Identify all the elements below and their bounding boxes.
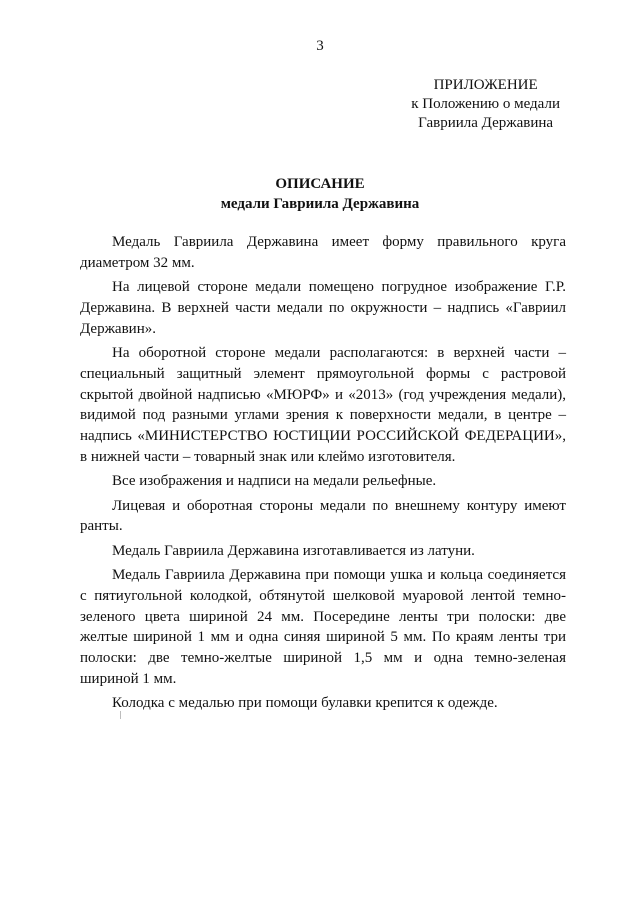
paragraph-shape: Медаль Гавриила Державина имеет форму правильного круга диаметром 32 мм.: [80, 234, 566, 271]
document-title: [0, 174, 640, 214]
appendix-medal-name: Гавриила Державина: [418, 115, 554, 131]
appendix-title: ПРИЛОЖЕНИЕ: [433, 77, 538, 93]
title-heading: ОПИСАНИЕ: [275, 176, 365, 192]
title-subheading: медали Гавриила Державина: [220, 196, 420, 212]
appendix-note: [411, 76, 560, 133]
scan-artifact: [120, 711, 121, 719]
paragraph-fastening: Колодка с медалью при помощи булавки крепится к одежде.: [112, 695, 498, 712]
paragraph-relief: Все изображения и надписи на медали рельефные.: [112, 473, 437, 490]
page-number: 3: [316, 38, 324, 54]
paragraph-material: Медаль Гавриила Державина изготавливается из латуни.: [112, 542, 475, 559]
paragraph-obverse: На лицевой стороне медали помещено погрудное изображение Г.Р. Державина. В верхней части медали по окружности – надпись «Гавриил Державин».: [80, 279, 566, 337]
document-body: [80, 232, 566, 714]
paragraph-rims: Лицевая и оборотная стороны медали по внешнему контуру имеют ранты.: [80, 497, 566, 535]
appendix-reference: к Положению о медали: [411, 96, 560, 112]
paragraph-reverse: На оборотной стороне медали располагаются: в верхней части – специальный защитный элемент прямоугольной формы с растровой скрытой двойной надписью «МЮРФ» и «2013» (год учреждения медали), видимой под разными углами зрения к поверхности медали, в центре – надпись «МИНИСТЕРСТВО ЮСТИЦИИ РОССИЙСКОЙ ФЕДЕРАЦИИ», в нижней части – товарный знак или клеймо изготовителя.: [80, 344, 566, 465]
paragraph-ribbon: Медаль Гавриила Державина при помощи ушка и кольца соединяется с пятиугольной колодкой, обтянутой шелковой муаровой лентой темно-зеленого цвета шириной 24 мм. Посередине ленты три полоски: две желтые шириной 1 мм и одна синяя шириной 5 мм. По краям ленты три полоски: две темно-желтые шириной 1,5 мм и одна темно-зеленая шириной 1 мм.: [80, 566, 566, 687]
